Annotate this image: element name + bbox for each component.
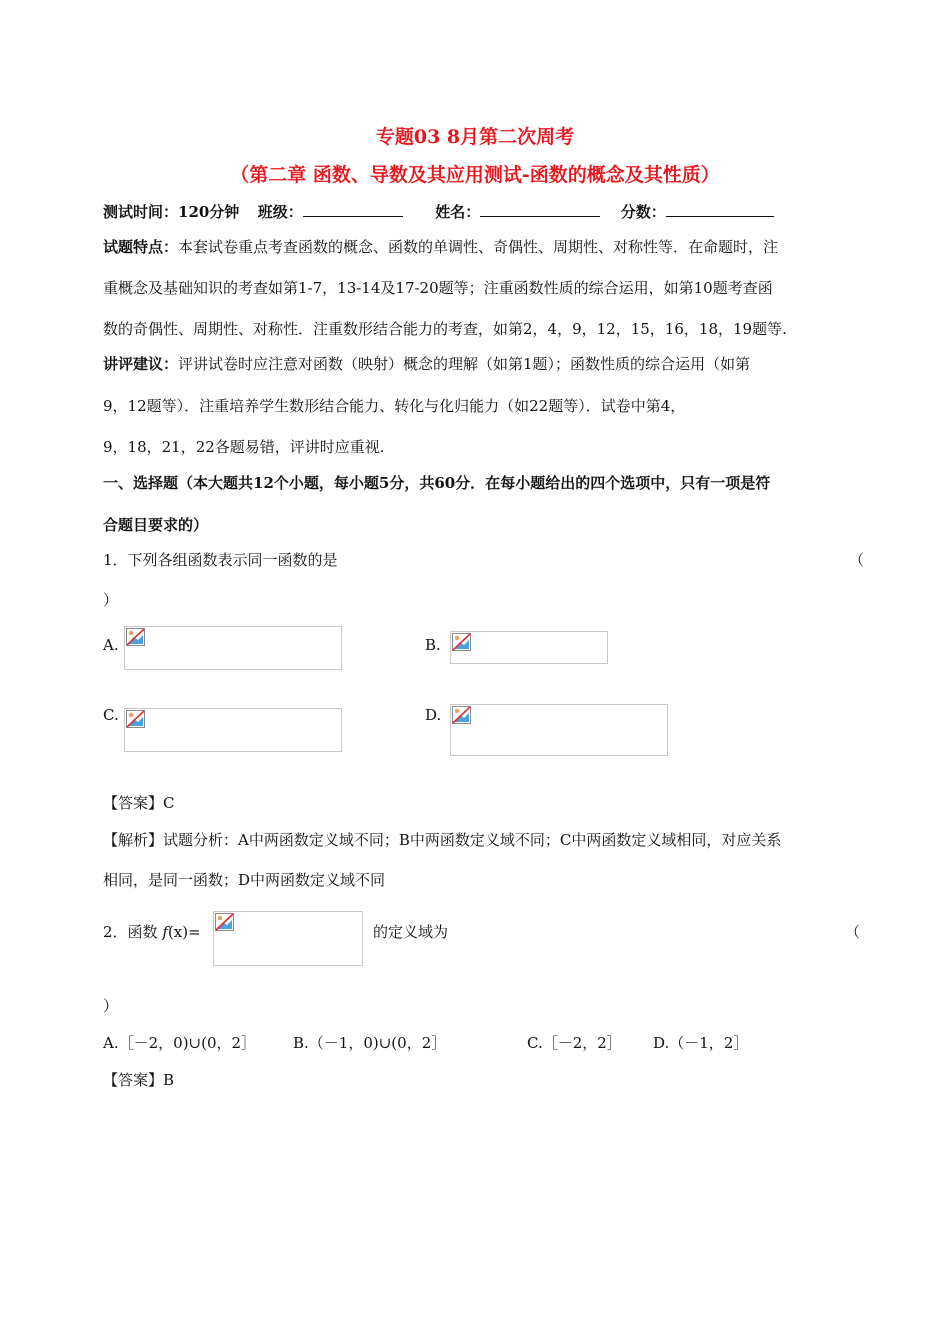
broken-image-icon	[452, 633, 471, 651]
name-blank	[480, 202, 600, 217]
q2-option-c: C.［－2，2］	[527, 1034, 622, 1052]
q1-option-a-image	[124, 626, 342, 670]
features-line-1: 试题特点：本套试卷重点考查函数的概念、函数的单调性、奇偶性、周期性、对称性等．在命题时，注	[103, 238, 779, 256]
suggestions-label: 讲评建议：	[103, 355, 179, 373]
score-label: 分数：	[620, 203, 666, 221]
suggestions-line-1: 讲评建议：评讲试卷时应注意对函数（映射）概念的理解（如第1题）；函数性质的综合运用（如第	[103, 355, 751, 373]
broken-image-icon	[215, 913, 234, 931]
q1-stem: 1．下列各组函数表示同一函数的是	[103, 551, 338, 569]
q2-answer: 【答案】B	[103, 1071, 175, 1089]
class-blank	[303, 202, 403, 217]
q1-option-a-label: A.	[103, 636, 119, 654]
title-line-2: （第二章 函数、导数及其应用测试-函数的概念及其性质）	[230, 164, 720, 186]
q1-analysis-line-2: 相同，是同一函数；D中两函数定义域不同	[103, 871, 386, 889]
section-1-heading-line-2: 合题目要求的）	[103, 516, 209, 534]
q1-option-d-label: D.	[425, 706, 442, 724]
q2-stem-suffix: 的定义域为	[373, 923, 449, 941]
q1-answer: 【答案】C	[103, 794, 175, 812]
name-label: 姓名：	[435, 203, 481, 221]
header-info	[103, 201, 774, 222]
q1-option-d-image	[450, 704, 668, 756]
q1-analysis-line-1: 【解析】试题分析：A中两函数定义域不同；B中两函数定义域不同；C中两函数定义域相同，对应关系	[103, 831, 782, 849]
q2-formula-image	[213, 911, 363, 966]
section-1-heading-line-1: 一、选择题（本大题共12个小题，每小题5分，共60分．在每小题给出的四个选项中，只有一项是符	[103, 474, 771, 492]
features-line-2: 重概念及基础知识的考查如第1-7，13-14及17-20题等；注重函数性质的综合运用，如第10题考查函	[103, 279, 773, 297]
q1-paren-open: （	[849, 551, 865, 569]
broken-image-icon	[126, 710, 145, 728]
q2-option-a: A.［－2，0)∪(0，2］	[103, 1034, 257, 1052]
score-blank	[666, 202, 774, 217]
q1-option-b-image	[450, 631, 608, 664]
suggestions-line-2: 9，12题等）．注重培养学生数形结合能力、转化与化归能力（如22题等）．试卷中第4，	[103, 397, 686, 415]
q2-function-name: f	[162, 923, 168, 941]
q2-option-d: D.（－1，2］	[653, 1034, 749, 1052]
title-line-1: 专题03 8月第二次周考	[375, 126, 575, 148]
suggestions-line-3: 9，18，21，22各题易错，评讲时应重视.	[103, 438, 385, 456]
q1-paren-close: ）	[103, 591, 119, 609]
q2-stem: 2．函数 f(x)=	[103, 923, 201, 941]
q2-function-arg: (x)=	[167, 923, 201, 941]
q2-paren-open: （	[845, 923, 861, 941]
class-label: 班级：	[257, 203, 303, 221]
q2-paren-close: ）	[103, 997, 119, 1015]
broken-image-icon	[126, 628, 145, 646]
q1-option-c-label: C.	[103, 706, 119, 724]
q1-option-b-label: B.	[425, 636, 441, 654]
q1-option-c-image	[124, 708, 342, 752]
broken-image-icon	[452, 706, 471, 724]
features-label: 试题特点：	[103, 238, 179, 256]
features-line-3: 数的奇偶性、周期性、对称性．注重数形结合能力的考查，如第2，4，9，12，15，16，18，19题等.	[103, 320, 787, 338]
q2-option-b: B.（－1，0)∪(0，2］	[293, 1034, 447, 1052]
test-time-label: 测试时间：120分钟	[103, 203, 240, 221]
